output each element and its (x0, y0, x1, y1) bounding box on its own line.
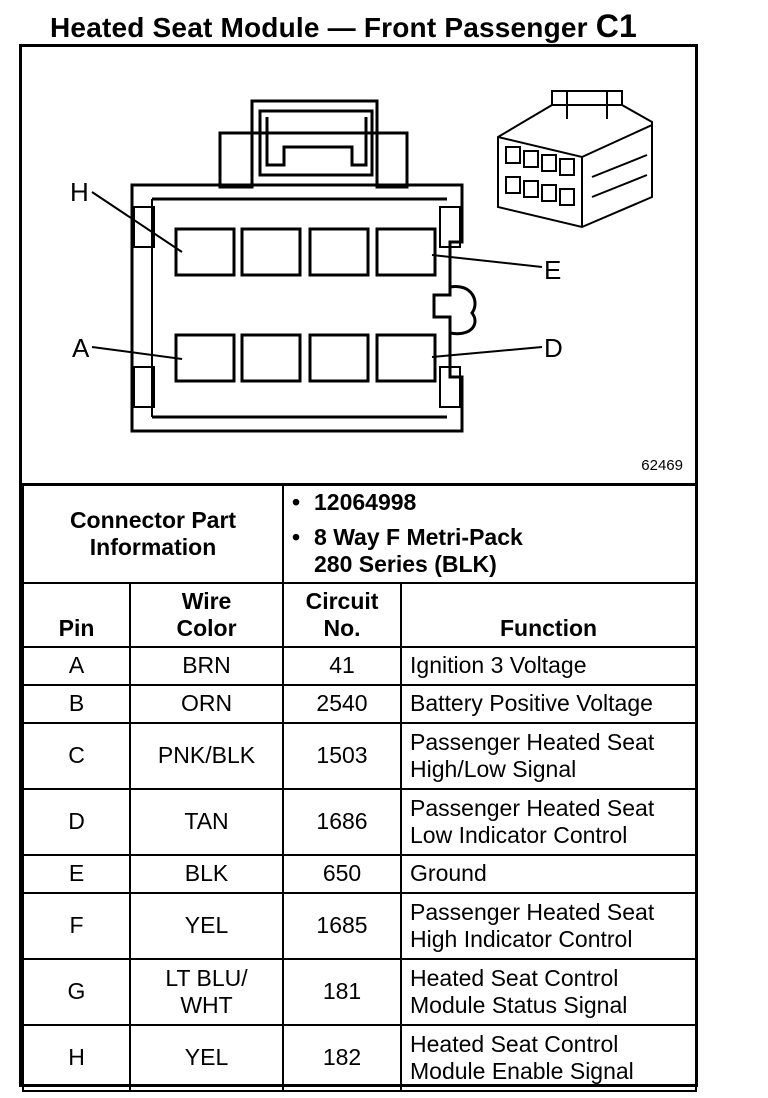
circuit-cell: 1685 (283, 893, 401, 959)
wire-color-cell: YEL (130, 1025, 283, 1091)
function-cell: Passenger Heated Seat High Indicator Control (401, 893, 696, 959)
wire-color-cell: PNK/BLK (130, 723, 283, 789)
pin-label-h: H (70, 177, 89, 207)
table-row (23, 855, 696, 893)
description-line: • 8 Way F Metri-Pack (292, 524, 523, 551)
pin-cell: D (23, 789, 130, 855)
wire-color-cell: BLK (130, 855, 283, 893)
connector-info-label: Connector Part Information (23, 485, 283, 583)
table-row (23, 893, 696, 959)
connector-info-row (23, 485, 696, 583)
table-row (23, 685, 696, 723)
part-number-line: • 12064998 (292, 489, 417, 516)
function-cell: Ignition 3 Voltage (401, 647, 696, 685)
header-function: Function (401, 583, 696, 647)
function-cell: Ground (401, 855, 696, 893)
page-title (50, 8, 637, 45)
wire-color-cell: LT BLU/ WHT (130, 959, 283, 1025)
pin-label-e: E (544, 255, 562, 285)
pin-cell: E (23, 855, 130, 893)
pinout-table (22, 483, 697, 1092)
figure-number: 62469 (641, 457, 683, 474)
function-cell: Passenger Heated Seat Low Indicator Control (401, 789, 696, 855)
pin-cell: H (23, 1025, 130, 1091)
table-row (23, 1025, 696, 1091)
part-number: 12064998 (314, 489, 417, 516)
pin-cell: G (23, 959, 130, 1025)
connector-diagram (22, 47, 695, 483)
function-cell: Heated Seat Control Module Status Signal (401, 959, 696, 1025)
table-header-row (23, 583, 696, 647)
header-pin: Pin (23, 583, 130, 647)
pin-cell: C (23, 723, 130, 789)
title-text: Heated Seat Module — Front Passenger (50, 12, 588, 43)
connector-part-details (283, 485, 696, 583)
wire-color-cell: BRN (130, 647, 283, 685)
circuit-cell: 182 (283, 1025, 401, 1091)
connector-face-drawing (22, 47, 695, 483)
pin-label-a: A (72, 333, 90, 363)
circuit-cell: 41 (283, 647, 401, 685)
wire-color-cell: TAN (130, 789, 283, 855)
pin-cell: B (23, 685, 130, 723)
connector-frame (19, 44, 698, 1087)
circuit-cell: 181 (283, 959, 401, 1025)
header-circuit: Circuit No. (283, 583, 401, 647)
table-row (23, 789, 696, 855)
circuit-cell: 650 (283, 855, 401, 893)
connector-description-2: 280 Series (BLK) (314, 551, 497, 578)
wire-color-cell: ORN (130, 685, 283, 723)
connector-id: C1 (595, 8, 638, 44)
connector-description-1: 8 Way F Metri-Pack (314, 524, 523, 551)
pin-cell: F (23, 893, 130, 959)
table-row (23, 647, 696, 685)
table-row (23, 959, 696, 1025)
circuit-cell: 1686 (283, 789, 401, 855)
pin-cell: A (23, 647, 130, 685)
wire-color-cell: YEL (130, 893, 283, 959)
circuit-cell: 1503 (283, 723, 401, 789)
header-wire-color: Wire Color (130, 583, 283, 647)
table-row (23, 723, 696, 789)
function-cell: Passenger Heated Seat High/Low Signal (401, 723, 696, 789)
function-cell: Heated Seat Control Module Enable Signal (401, 1025, 696, 1091)
function-cell: Battery Positive Voltage (401, 685, 696, 723)
pin-label-d: D (544, 333, 563, 363)
circuit-cell: 2540 (283, 685, 401, 723)
